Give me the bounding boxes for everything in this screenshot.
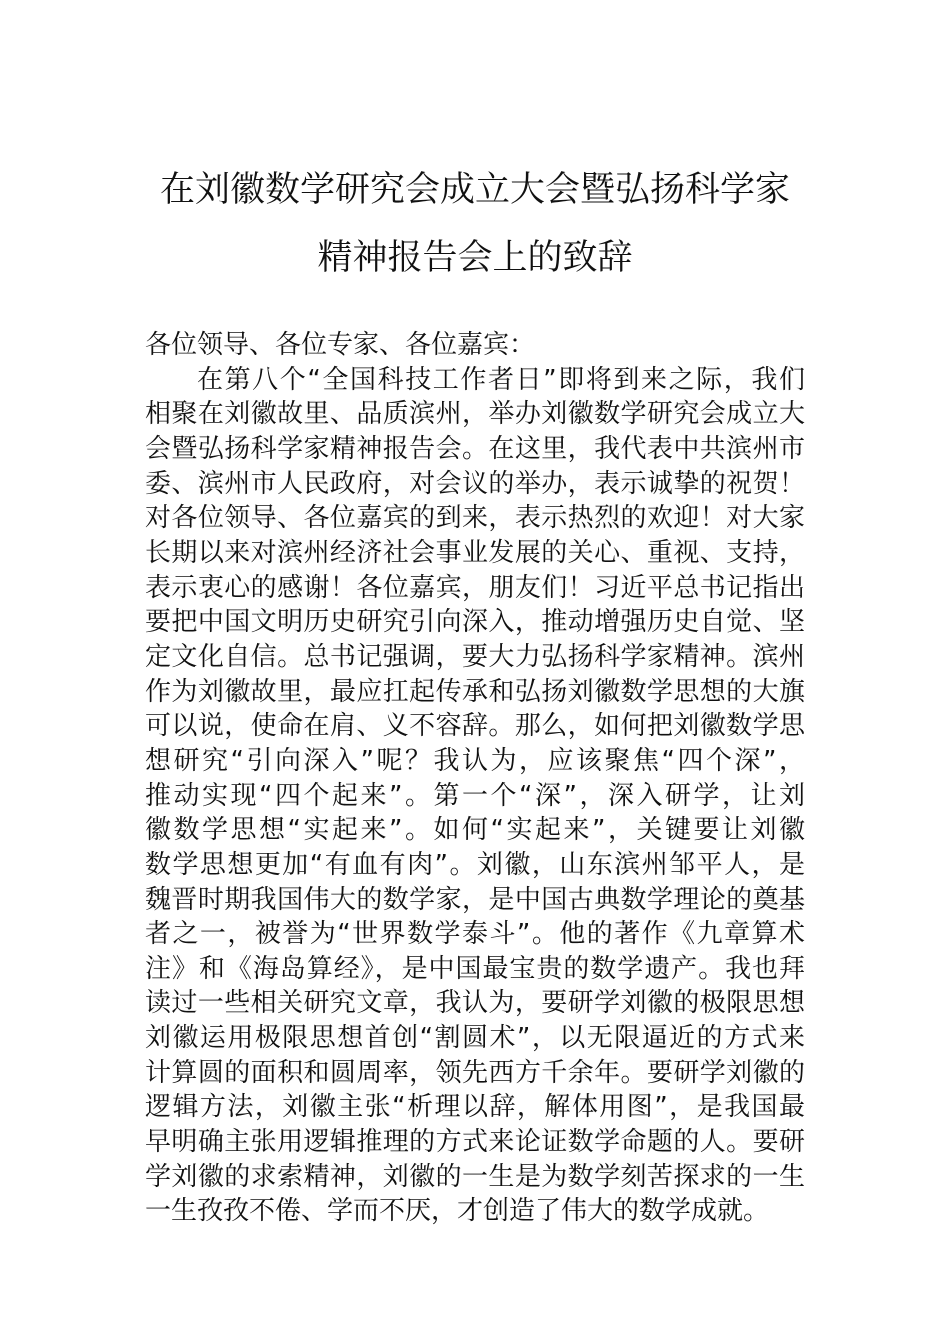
document-title-line-2: 精神报告会上的致辞 <box>317 238 633 278</box>
body-line: 推动实现“四个起来”。第一个“深”，深入研学，让刘 <box>145 780 805 811</box>
body-line: 计算圆的面积和圆周率，领先西方千余年。要研学刘徽的 <box>145 1057 805 1088</box>
body-line: 相聚在刘徽故里、品质滨州，举办刘徽数学研究会成立大 <box>145 399 805 430</box>
greeting: 各位领导、各位专家、各位嘉宾： <box>145 330 536 360</box>
body-line: 刘徽运用极限思想首创“割圆术”，以无限逼近的方式来 <box>145 1023 805 1054</box>
body-line: 表示衷心的感谢！各位嘉宾，朋友们！习近平总书记指出 <box>145 572 805 603</box>
body-line: 定文化自信。总书记强调，要大力弘扬科学家精神。滨州 <box>145 641 805 672</box>
body-line: 读过一些相关研究文章，我认为，要研学刘徽的极限思想 <box>145 988 805 1019</box>
body-line: 委、滨州市人民政府，对会议的举办，表示诚挚的祝贺！ <box>145 468 805 499</box>
body-line: 注》和《海岛算经》，是中国最宝贵的数学遗产。我也拜 <box>145 953 805 984</box>
body-line: 数学思想更加“有血有肉”。刘徽，山东滨州邹平人，是 <box>145 849 805 880</box>
body-line: 对各位领导、各位嘉宾的到来，表示热烈的欢迎！对大家 <box>145 503 805 534</box>
body-line: 长期以来对滨州经济社会事业发展的关心、重视、支持， <box>145 537 805 568</box>
body-line: 作为刘徽故里，最应扛起传承和弘扬刘徽数学思想的大旗 <box>145 676 805 707</box>
body-line: 想研究“引向深入”呢？我认为，应该聚焦“四个深”， <box>145 745 805 776</box>
body-line: 魏晋时期我国伟大的数学家，是中国古典数学理论的奠基 <box>145 884 805 915</box>
body-line-last: 一生孜孜不倦、学而不厌，才创造了伟大的数学成就。 <box>145 1196 770 1227</box>
body-line: 学刘徽的求索精神，刘徽的一生是为数学刻苦探求的一生 <box>145 1161 805 1192</box>
body-line: 者之一，被誉为“世界数学泰斗”。他的著作《九章算术 <box>145 919 805 950</box>
body-line: 会暨弘扬科学家精神报告会。在这里，我代表中共滨州市 <box>145 433 805 464</box>
body-line: 可以说，使命在肩、义不容辞。那么，如何把刘徽数学思 <box>145 711 805 742</box>
body-line: 在第八个“全国科技工作者日”即将到来之际，我们 <box>197 364 805 395</box>
document-body <box>145 328 805 1229</box>
body-line: 逻辑方法，刘徽主张“析理以辞，解体用图”，是我国最 <box>145 1092 805 1123</box>
body-line: 徽数学思想“实起来”。如何“实起来”，关键要让刘徽 <box>145 815 805 846</box>
body-line: 早明确主张用逻辑推理的方式来论证数学命题的人。要研 <box>145 1127 805 1158</box>
body-line: 要把中国文明历史研究引向深入，推动增强历史自觉、坚 <box>145 607 805 638</box>
document-title-line-1: 在刘徽数学研究会成立大会暨弘扬科学家 <box>159 170 790 210</box>
